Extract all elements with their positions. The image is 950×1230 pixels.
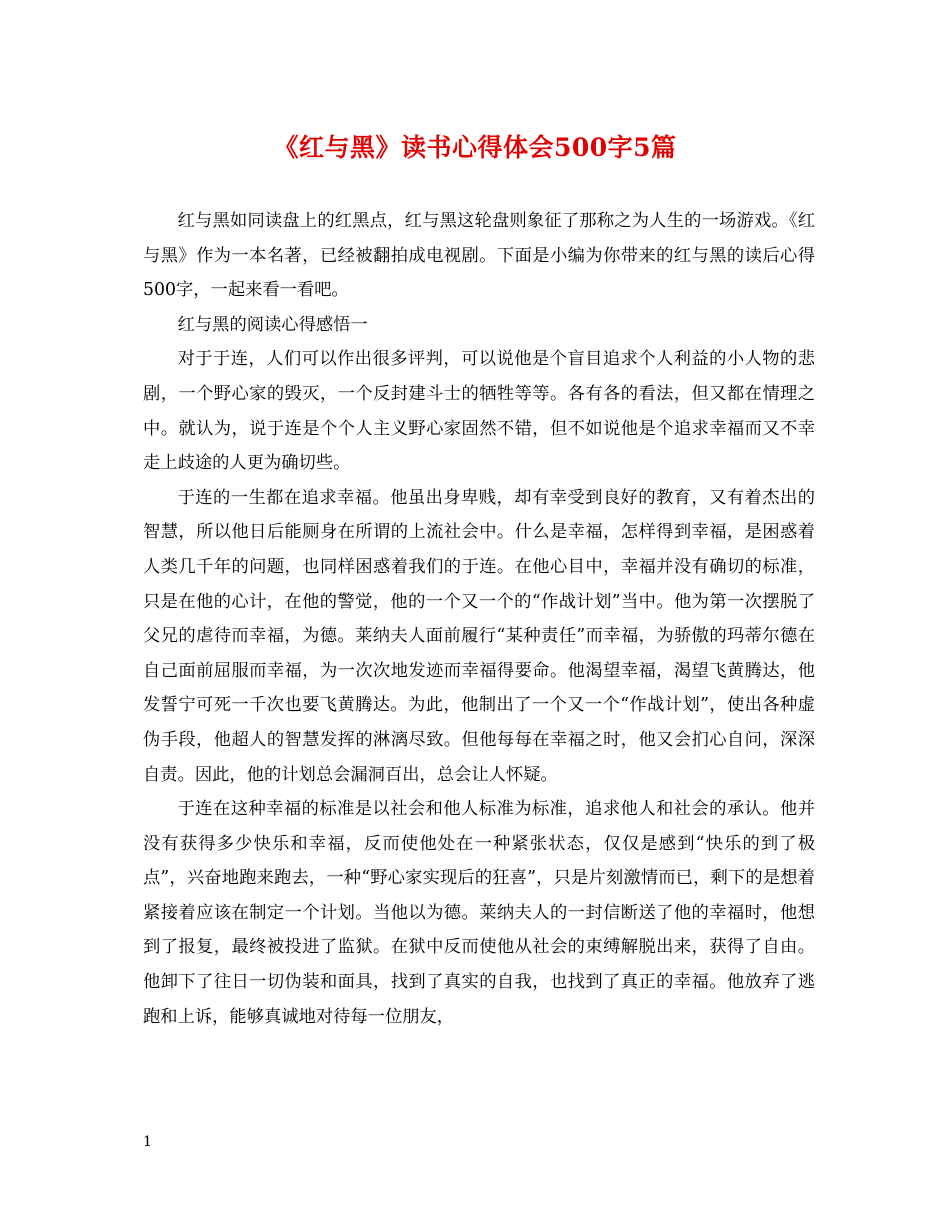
section-heading: 红与黑的阅读心得感悟一 bbox=[177, 314, 368, 335]
body-paragraph: 对于于连，人们可以作出很多评判，可以说他是个盲目追求个人利益的小人物的悲剧，一个野心家的毁灭，一个反封建斗士的牺牲等等。各有各的看法，但又都在情理之中。就认为，说于连是个个人主义野心家固然不错，但不如说他是个追求幸福而又不幸走上歧途的人更为确切些。 bbox=[143, 349, 815, 474]
document-body bbox=[143, 204, 815, 1034]
page-number: 1 bbox=[143, 1134, 152, 1150]
body-paragraph: 于连的一生都在追求幸福。他虽出身卑贱，却有幸受到良好的教育，又有着杰出的智慧，所以他日后能厕身在所谓的上流社会中。什么是幸福，怎样得到幸福，是困惑着人类几千年的问题，也同样困惑着我们的于连。在他心目中，幸福并没有确切的标准，只是在他的心计，在他的警觉，他的一个又一个的“作战计划”当中。他为第一次摆脱了父兄的虐待而幸福，为德。莱纳夫人面前履行“某种责任”而幸福，为骄傲的玛蒂尔德在自己面前屈服而幸福，为一次次地发迹而幸福得要命。他渴望幸福，渴望飞黄腾达，他发誓宁可死一千次也要飞黄腾达。为此，他制出了一个又一个“作战计划”，使出各种虚伪手段，他超人的智慧发挥的淋漓尽致。但他每每在幸福之时，他又会扪心自问，深深自责。因此，他的计划总会漏洞百出，总会让人怀疑。 bbox=[143, 487, 815, 785]
document-title: 《红与黑》读书心得体会500字5篇 bbox=[273, 133, 677, 162]
body-paragraph: 于连在这种幸福的标准是以社会和他人标准为标准，追求他人和社会的承认。他并没有获得多少快乐和幸福，反而使他处在一种紧张状态，仅仅是感到“快乐的到了极点”，兴奋地跑来跑去，一种“野心家实现后的狂喜”，只是片刻激情而已，剩下的是想着紧接着应该在制定一个计划。当他以为德。莱纳夫人的一封信断送了他的幸福时，他想到了报复，最终被投进了监狱。在狱中反而使他从社会的束缚解脱出来，获得了自由。他卸下了往日一切伪装和面具，找到了真实的自我，也找到了真正的幸福。他放弃了逃跑和上诉，能够真诚地对待每一位朋友， bbox=[143, 799, 815, 1027]
intro-paragraph: 红与黑如同读盘上的红黑点，红与黑这轮盘则象征了那称之为人生的一场游戏。《红与黑》作为一本名著，已经被翻拍成电视剧。下面是小编为你带来的红与黑的读后心得500字，一起来看一看吧。 bbox=[143, 211, 815, 301]
